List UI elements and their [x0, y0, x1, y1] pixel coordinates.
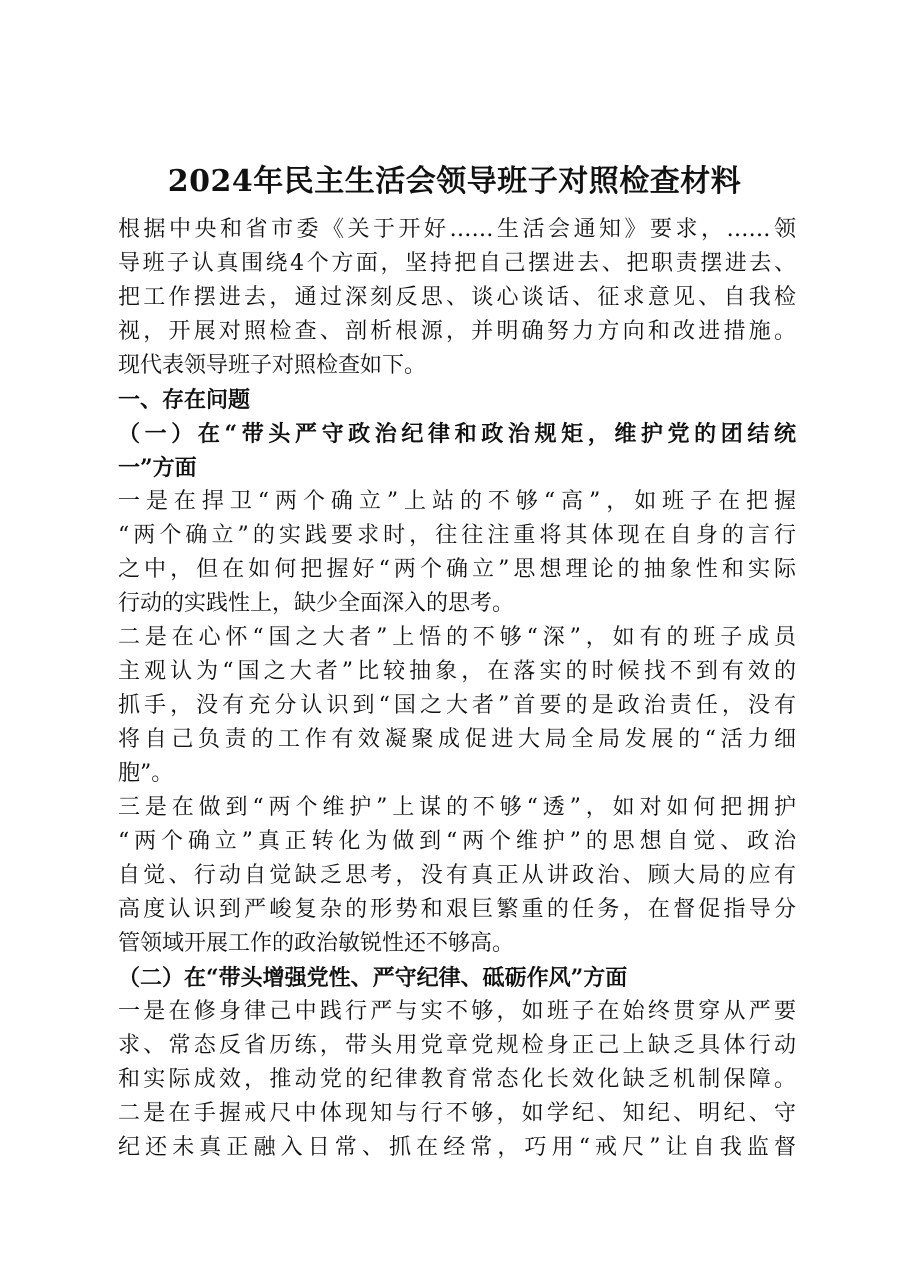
- paragraph-line: 求、常态反省历练，带头用党章党规检身正己上缺乏具体行动: [118, 1033, 796, 1058]
- paragraph-line: 管领域开展工作的政治敏锐性还不够高。: [118, 931, 515, 956]
- paragraph-line: 视，开展对照检查、剖析根源，并明确努力方向和改进措施。: [118, 319, 796, 344]
- paragraph-line: “两个确立”真正转化为做到“两个维护”的思想自觉、政治: [118, 829, 796, 854]
- paragraph-line: 一是在修身律己中践行严与实不够，如班子在始终贯穿从严要: [118, 999, 796, 1024]
- paragraph-line: 抓手，没有充分认识到“国之大者”首要的是政治责任，没有: [118, 693, 796, 718]
- paragraph-line: 纪还未真正融入日常、抓在经常，巧用“戒尺”让自我监督: [118, 1135, 796, 1160]
- paragraph-line: 之中，但在如何把握好“两个确立”思想理论的抽象性和实际: [118, 557, 796, 582]
- paragraph-line: 自觉、行动自觉缺乏思考，没有真正从讲政治、顾大局的应有: [118, 863, 796, 888]
- paragraph-line: 导班子认真围绕4个方面，坚持把自己摆进去、把职责摆进去、: [118, 251, 796, 276]
- paragraph-line: 一是在捍卫“两个确立”上站的不够“高”，如班子在把握: [118, 489, 796, 514]
- paragraph-line: 将自己负责的工作有效凝聚成促进大局全局发展的“活力细: [118, 727, 796, 752]
- paragraph-line: 高度认识到严峻复杂的形势和艰巨繁重的任务，在督促指导分: [118, 897, 796, 922]
- paragraph-line: 现代表领导班子对照检查如下。: [118, 353, 427, 378]
- paragraph-line: 胞”。: [118, 761, 174, 786]
- paragraph-line: 三是在做到“两个维护”上谋的不够“透”，如对如何把拥护: [118, 795, 796, 820]
- paragraph-line: 和实际成效，推动党的纪律教育常态化长效化缺乏机制保障。: [118, 1067, 796, 1092]
- paragraph-line: “两个确立”的实践要求时，往往注重将其体现在自身的言行: [118, 523, 796, 548]
- document-title: 2024年民主生活会领导班子对照检查材料: [167, 164, 742, 199]
- paragraph-line: 把工作摆进去，通过深刻反思、谈心谈话、征求意见、自我检: [118, 285, 796, 310]
- paragraph-line: 根据中央和省市委《关于开好……生活会通知》要求，……领: [118, 217, 796, 242]
- document-body: [118, 213, 796, 1165]
- paragraph-line: 二是在手握戒尺中体现知与行不够，如学纪、知纪、明纪、守: [118, 1101, 796, 1126]
- section-heading-line: （二）在“带头增强党性、严守纪律、砥砺作风”方面: [118, 965, 628, 991]
- paragraph-line: 主观认为“国之大者”比较抽象，在落实的时候找不到有效的: [118, 659, 796, 684]
- section-heading-line: （一）在“带头严守政治纪律和政治规矩，维护党的团结统: [118, 421, 796, 447]
- section-heading-line: 一、存在问题: [118, 387, 251, 413]
- paragraph-line: 行动的实践性上，缺少全面深入的思考。: [118, 591, 515, 616]
- paragraph-line: 二是在心怀“国之大者”上悟的不够“深”，如有的班子成员: [118, 625, 796, 650]
- section-heading-line: 一”方面: [118, 455, 197, 481]
